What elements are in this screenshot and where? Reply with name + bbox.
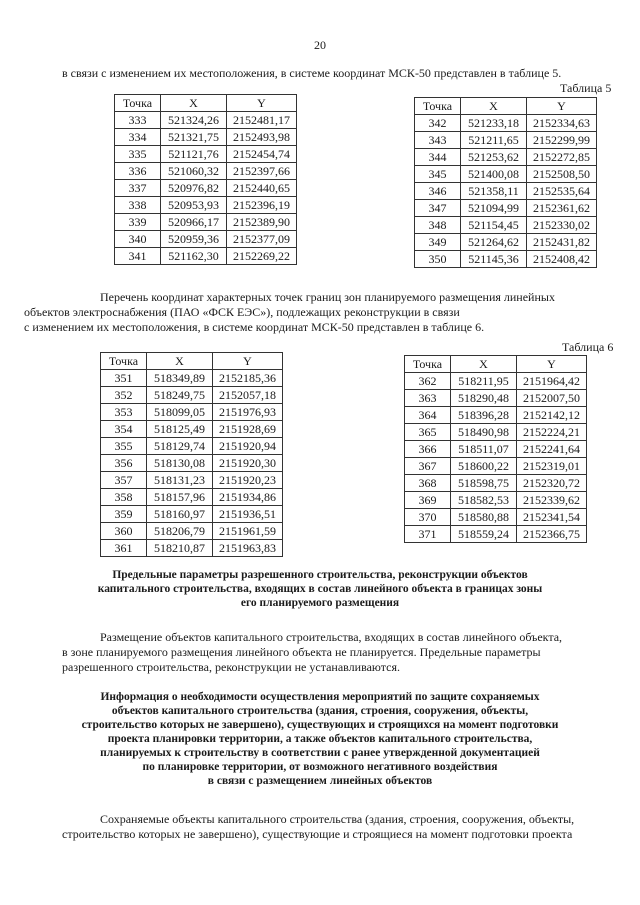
y-cell: 2152431,82	[527, 234, 597, 251]
heading-line: в связи с размещением линейных объектов	[207, 775, 433, 787]
x-cell: 520953,93	[161, 197, 227, 214]
point-cell: 361	[101, 540, 147, 557]
point-cell: 366	[405, 441, 451, 458]
table-row	[405, 441, 587, 458]
table-row	[415, 234, 597, 251]
point-header: Точка	[415, 98, 461, 115]
x-cell: 518511,07	[451, 441, 517, 458]
y-header: Y	[527, 98, 597, 115]
x-cell: 518211,95	[451, 373, 517, 390]
x-cell: 521094,99	[461, 200, 527, 217]
y-cell: 2152224,21	[517, 424, 587, 441]
y-cell: 2152508,50	[527, 166, 597, 183]
x-cell: 518210,87	[147, 540, 213, 557]
point-header: Точка	[115, 95, 161, 112]
point-cell: 365	[405, 424, 451, 441]
y-cell: 2152142,12	[517, 407, 587, 424]
y-cell: 2152396,19	[227, 197, 297, 214]
x-cell: 518290,48	[451, 390, 517, 407]
y-cell: 2152334,63	[527, 115, 597, 132]
table-row	[101, 387, 283, 404]
y-header: Y	[213, 353, 283, 370]
table-row	[115, 214, 297, 231]
table-row	[115, 146, 297, 163]
heading-protection-info	[70, 690, 570, 788]
heading-line: капитального строительства, входящих в состав линейного объекта в границах зоны	[97, 583, 543, 595]
heading-line: проекта планировки территории, а также объектов капитального строительства,	[107, 733, 533, 745]
y-cell: 2152397,66	[227, 163, 297, 180]
heading-line: планируемых к строительству в соответствии с ранее утвержденной документацией	[100, 747, 540, 759]
table-row	[115, 248, 297, 265]
y-cell: 2152272,85	[527, 149, 597, 166]
table6-left	[100, 352, 283, 557]
point-cell: 360	[101, 523, 147, 540]
para-line: Сохраняемые объекты капитального строительства (здания, строения, сооружения, объекты,	[100, 812, 575, 826]
point-cell: 352	[101, 387, 147, 404]
point-cell: 336	[115, 163, 161, 180]
x-cell: 521321,75	[161, 129, 227, 146]
point-cell: 359	[101, 506, 147, 523]
table6-caption: Таблица 6	[562, 340, 614, 354]
final-paragraph	[62, 812, 622, 842]
x-cell: 518396,28	[451, 407, 517, 424]
point-cell: 339	[115, 214, 161, 231]
x-cell: 518580,88	[451, 509, 517, 526]
point-cell: 335	[115, 146, 161, 163]
table-header-row	[101, 353, 283, 370]
point-cell: 341	[115, 248, 161, 265]
table-row	[101, 506, 283, 523]
para-line: объектов электроснабжения (ПАО «ФСК ЕЭС»), подлежащих реконструкции в связи	[24, 305, 460, 319]
intro-line: в связи с изменением их местоположения, в системе координат МСК-50 представлен в таблице 5.	[62, 66, 562, 80]
para-line: в зоне планируемого размещения линейного объекта не планируется. Предельные параметры	[62, 645, 541, 659]
x-cell: 521121,76	[161, 146, 227, 163]
y-cell: 2152535,64	[527, 183, 597, 200]
point-cell: 354	[101, 421, 147, 438]
table5-left	[114, 94, 297, 265]
x-cell: 518600,22	[451, 458, 517, 475]
y-cell: 2152389,90	[227, 214, 297, 231]
y-cell: 2152299,99	[527, 132, 597, 149]
table-row	[101, 438, 283, 455]
table-row	[101, 489, 283, 506]
y-cell: 2151934,86	[213, 489, 283, 506]
y-cell: 2152440,65	[227, 180, 297, 197]
x-cell: 521211,65	[461, 132, 527, 149]
x-header: X	[451, 356, 517, 373]
table-row	[101, 540, 283, 557]
table-row	[405, 424, 587, 441]
x-cell: 521154,45	[461, 217, 527, 234]
heading-line: его планируемого размещения	[240, 597, 400, 609]
point-cell: 351	[101, 370, 147, 387]
page-number: 20	[314, 38, 326, 52]
table-row	[115, 197, 297, 214]
point-cell: 371	[405, 526, 451, 543]
point-cell: 362	[405, 373, 451, 390]
table-row	[415, 183, 597, 200]
point-cell: 345	[415, 166, 461, 183]
heading-line: Предельные параметры разрешенного строительства, реконструкции объектов	[112, 569, 528, 581]
y-cell: 2151961,59	[213, 523, 283, 540]
y-cell: 2152319,01	[517, 458, 587, 475]
y-cell: 2152366,75	[517, 526, 587, 543]
table-row	[405, 492, 587, 509]
table6-right	[404, 355, 587, 543]
para-line: Размещение объектов капитального строительства, входящих в состав линейного объекта,	[100, 630, 563, 644]
y-cell: 2151936,51	[213, 506, 283, 523]
heading-line: Информация о необходимости осуществления мероприятий по защите сохраняемых	[100, 691, 540, 703]
y-cell: 2152185,36	[213, 370, 283, 387]
para-line: Перечень координат характерных точек границ зон планируемого размещения линейных	[100, 290, 555, 304]
x-header: X	[147, 353, 213, 370]
x-cell: 521145,36	[461, 251, 527, 268]
table-row	[101, 472, 283, 489]
x-cell: 521358,11	[461, 183, 527, 200]
point-cell: 344	[415, 149, 461, 166]
point-cell: 348	[415, 217, 461, 234]
x-cell: 518490,98	[451, 424, 517, 441]
table-row	[405, 509, 587, 526]
y-cell: 2151928,69	[213, 421, 283, 438]
y-cell: 2151976,93	[213, 404, 283, 421]
table-row	[115, 129, 297, 146]
point-cell: 356	[101, 455, 147, 472]
table-row	[415, 200, 597, 217]
table-row	[405, 373, 587, 390]
x-cell: 521253,62	[461, 149, 527, 166]
x-cell: 520976,82	[161, 180, 227, 197]
point-cell: 358	[101, 489, 147, 506]
point-cell: 357	[101, 472, 147, 489]
x-cell: 520959,36	[161, 231, 227, 248]
y-cell: 2152361,62	[527, 200, 597, 217]
table-row	[415, 217, 597, 234]
x-cell: 521264,62	[461, 234, 527, 251]
table5-right	[414, 97, 597, 268]
y-cell: 2152377,09	[227, 231, 297, 248]
point-cell: 363	[405, 390, 451, 407]
table-row	[115, 112, 297, 129]
x-cell: 518598,75	[451, 475, 517, 492]
point-header: Точка	[101, 353, 147, 370]
point-cell: 367	[405, 458, 451, 475]
point-cell: 370	[405, 509, 451, 526]
point-cell: 337	[115, 180, 161, 197]
point-cell: 340	[115, 231, 161, 248]
para-line: строительство которых не завершено), существующие и строящиеся на момент подготовки проекта	[62, 827, 573, 841]
x-cell: 518349,89	[147, 370, 213, 387]
y-cell: 2152339,62	[517, 492, 587, 509]
y-cell: 2152320,72	[517, 475, 587, 492]
x-cell: 518125,49	[147, 421, 213, 438]
x-cell: 518129,74	[147, 438, 213, 455]
point-cell: 364	[405, 407, 451, 424]
table5-caption: Таблица 5	[560, 81, 612, 95]
point-cell: 338	[115, 197, 161, 214]
point-cell: 350	[415, 251, 461, 268]
y-cell: 2151920,30	[213, 455, 283, 472]
table-row	[101, 370, 283, 387]
point-cell: 333	[115, 112, 161, 129]
table-row	[405, 458, 587, 475]
x-cell: 520966,17	[161, 214, 227, 231]
x-cell: 518559,24	[451, 526, 517, 543]
table6-paragraph	[24, 290, 622, 335]
table-row	[115, 231, 297, 248]
table-header-row	[415, 98, 597, 115]
x-cell: 521060,32	[161, 163, 227, 180]
table-row	[405, 407, 587, 424]
point-header: Точка	[405, 356, 451, 373]
x-cell: 518582,53	[451, 492, 517, 509]
table-row	[405, 390, 587, 407]
point-cell: 346	[415, 183, 461, 200]
table-row	[115, 180, 297, 197]
x-header: X	[461, 98, 527, 115]
point-cell: 355	[101, 438, 147, 455]
heading-line: строительство которых не завершено), существующих и строящихся на момент подготовки	[81, 719, 559, 731]
table-row	[415, 149, 597, 166]
table-row	[415, 132, 597, 149]
y-cell: 2152408,42	[527, 251, 597, 268]
point-cell: 343	[415, 132, 461, 149]
x-cell: 521162,30	[161, 248, 227, 265]
table-row	[101, 523, 283, 540]
x-cell: 518157,96	[147, 489, 213, 506]
y-cell: 2151964,42	[517, 373, 587, 390]
point-cell: 347	[415, 200, 461, 217]
y-cell: 2151920,23	[213, 472, 283, 489]
heading-construction-params	[70, 568, 570, 610]
point-cell: 369	[405, 492, 451, 509]
point-cell: 349	[415, 234, 461, 251]
para-line: с изменением их местоположения, в системе координат МСК-50 представлен в таблице 6.	[24, 320, 485, 334]
heading-line: по планировке территории, от возможного негативного воздействия	[142, 761, 498, 773]
x-cell: 518131,23	[147, 472, 213, 489]
table-header-row	[115, 95, 297, 112]
table-row	[101, 455, 283, 472]
x-header: X	[161, 95, 227, 112]
table-row	[415, 251, 597, 268]
y-cell: 2152454,74	[227, 146, 297, 163]
point-cell: 368	[405, 475, 451, 492]
para-line: разрешенного строительства, реконструкции не устанавливаются.	[62, 660, 400, 674]
x-cell: 521400,08	[461, 166, 527, 183]
x-cell: 518160,97	[147, 506, 213, 523]
x-cell: 518130,08	[147, 455, 213, 472]
y-cell: 2152341,54	[517, 509, 587, 526]
y-header: Y	[227, 95, 297, 112]
table-row	[115, 163, 297, 180]
point-cell: 342	[415, 115, 461, 132]
y-cell: 2152269,22	[227, 248, 297, 265]
x-cell: 521233,18	[461, 115, 527, 132]
y-cell: 2152493,98	[227, 129, 297, 146]
x-cell: 521324,26	[161, 112, 227, 129]
point-cell: 353	[101, 404, 147, 421]
table-row	[405, 526, 587, 543]
table-row	[101, 421, 283, 438]
y-cell: 2152481,17	[227, 112, 297, 129]
y-cell: 2152330,02	[527, 217, 597, 234]
y-cell: 2152241,64	[517, 441, 587, 458]
x-cell: 518249,75	[147, 387, 213, 404]
x-cell: 518206,79	[147, 523, 213, 540]
table-row	[101, 404, 283, 421]
table-row	[405, 475, 587, 492]
params-paragraph	[62, 630, 622, 675]
y-cell: 2152007,50	[517, 390, 587, 407]
table-header-row	[405, 356, 587, 373]
y-header: Y	[517, 356, 587, 373]
point-cell: 334	[115, 129, 161, 146]
heading-line: объектов капитального строительства (здания, строения, сооружения, объекты,	[111, 705, 529, 717]
y-cell: 2151920,94	[213, 438, 283, 455]
table-row	[415, 115, 597, 132]
y-cell: 2152057,18	[213, 387, 283, 404]
y-cell: 2151963,83	[213, 540, 283, 557]
table-row	[415, 166, 597, 183]
x-cell: 518099,05	[147, 404, 213, 421]
